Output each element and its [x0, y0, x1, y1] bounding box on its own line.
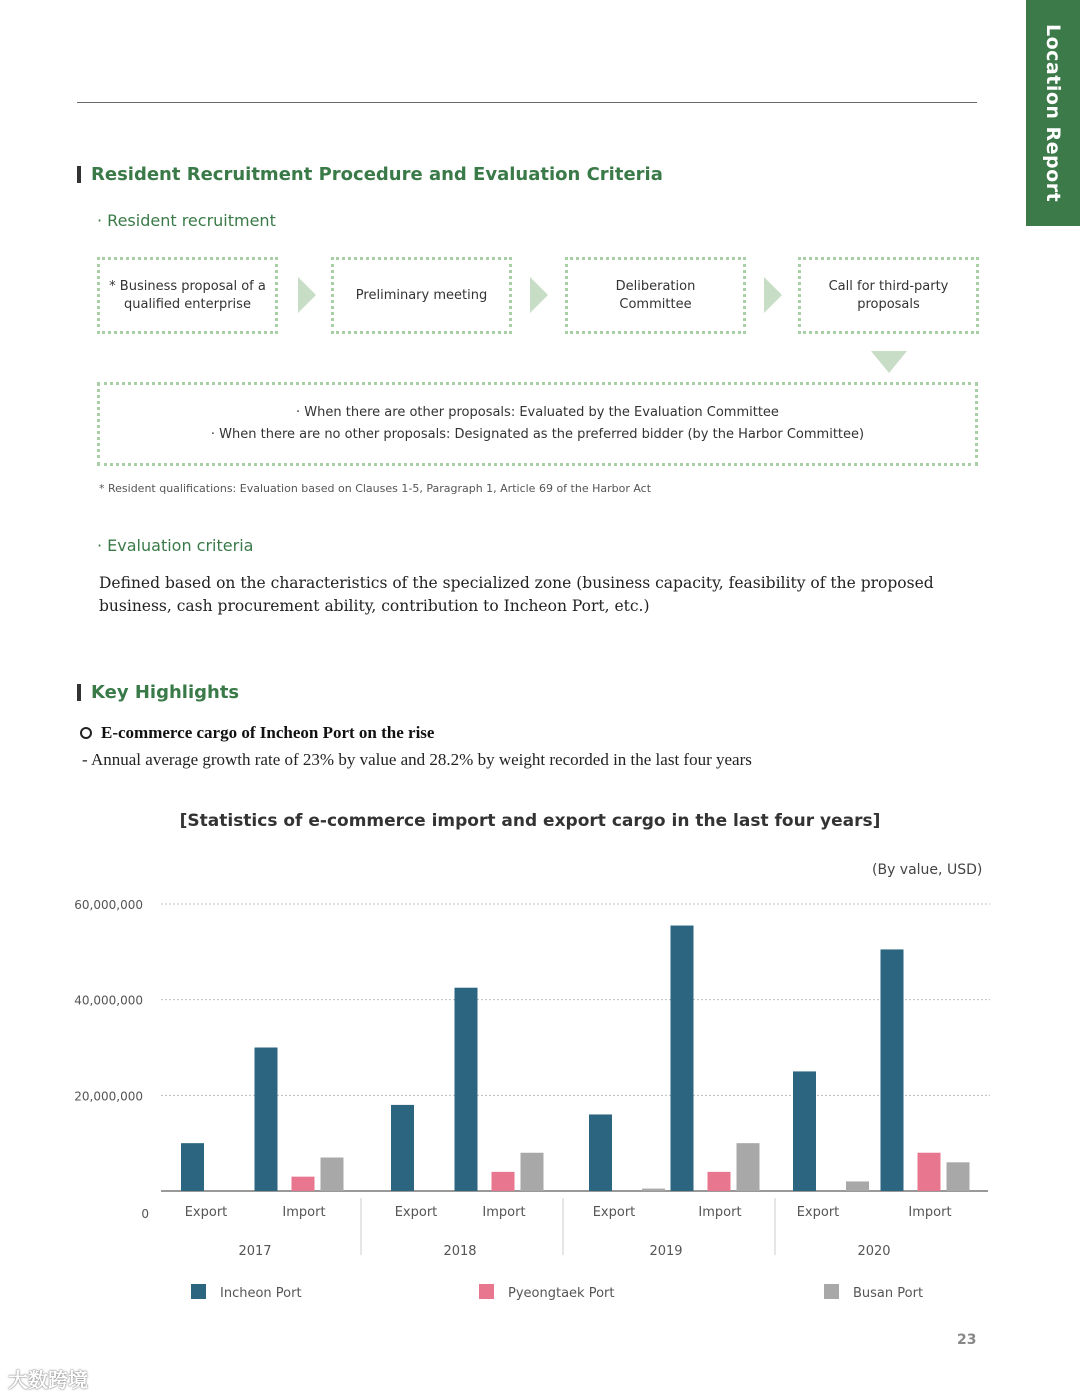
step-box-1 [97, 257, 278, 334]
bar-busan-port [737, 1143, 760, 1191]
step-box-4 [798, 257, 979, 334]
bar-chart [0, 880, 1020, 1320]
bar-pyeongtaek-port [492, 1172, 515, 1191]
bar-busan-port [947, 1162, 970, 1191]
page-number: 23 [957, 1332, 977, 1348]
x-category-label: Export [184, 1205, 228, 1220]
bar-incheon-port [391, 1105, 414, 1191]
y-tick-label: 20,000,000 [74, 1089, 143, 1104]
x-year-label: 2019 [649, 1244, 683, 1259]
bar-busan-port [642, 1189, 665, 1191]
y-tick-label: 40,000,000 [74, 993, 143, 1008]
x-category-label: Export [394, 1205, 438, 1220]
bar-incheon-port [793, 1071, 816, 1191]
bar-pyeongtaek-port [918, 1153, 941, 1191]
highlight-subline: - Annual average growth rate of 23% by value and 28.2% by weight recorded in the last four years [82, 750, 752, 769]
bar-pyeongtaek-port [708, 1172, 731, 1191]
outcome-line-1: · When there are other proposals: Evaluated by the Evaluation Committee [296, 405, 779, 420]
bar-incheon-port [455, 988, 478, 1191]
x-year-label: 2020 [857, 1244, 891, 1259]
bar-incheon-port [181, 1143, 204, 1191]
bar-busan-port [846, 1181, 869, 1191]
outcome-box [97, 382, 978, 466]
y-tick-label: 60,000,000 [74, 898, 143, 912]
step-2-line-1: Preliminary meeting [355, 287, 488, 303]
bar-incheon-port [671, 926, 694, 1191]
bullet-circle-icon [80, 727, 92, 739]
highlight-headline-text: E-commerce cargo of Incheon Port on the rise [101, 723, 435, 742]
step-4-line-1: Call for third-party [828, 278, 949, 294]
bar-incheon-port [881, 949, 904, 1191]
sub-title-criteria: · Evaluation criteria [97, 536, 254, 555]
step-3-line-1: Deliberation [615, 278, 696, 294]
legend-swatch [824, 1284, 839, 1299]
arrow-down-icon [871, 351, 907, 373]
sub-title-recruitment: · Resident recruitment [97, 211, 276, 230]
step-1-line-1: * Business proposal of a [109, 278, 266, 294]
step-3-line-2: Committee [619, 296, 692, 312]
title-bar-icon [77, 166, 81, 183]
x-category-label: Import [282, 1205, 326, 1220]
bar-incheon-port [255, 1048, 278, 1192]
legend-label: Pyeongtaek Port [508, 1286, 615, 1301]
x-category-label: Import [698, 1205, 742, 1220]
x-category-label: Export [796, 1205, 840, 1220]
bar-pyeongtaek-port [292, 1177, 315, 1191]
x-year-label: 2018 [443, 1244, 477, 1259]
x-category-label: Import [908, 1205, 952, 1220]
step-1-line-2: qualified enterprise [124, 296, 251, 312]
title-bar-icon [77, 684, 81, 701]
criteria-text: Defined based on the characteristics of the specialized zone (business capacity, feasibility of the proposed business, cash procurement ability, contribution to Incheon Port, etc.) [99, 574, 934, 615]
top-divider [77, 102, 977, 103]
section-title-recruitment [77, 164, 663, 185]
watermark: 大数跨境 [8, 1368, 88, 1392]
bar-busan-port [321, 1158, 344, 1191]
x-category-label: Export [592, 1205, 636, 1220]
y-tick-label: 0 [141, 1207, 149, 1221]
x-category-label: Import [482, 1205, 526, 1220]
bar-busan-port [521, 1153, 544, 1191]
side-tab [1026, 0, 1080, 226]
step-box-2 [331, 257, 512, 334]
arrow-right-icon [764, 277, 782, 313]
highlight-headline [80, 723, 434, 743]
section-title-text: Key Highlights [91, 682, 240, 703]
section-title-text: Resident Recruitment Procedure and Evaluation Criteria [91, 164, 663, 185]
chart-unit: (By value, USD) [872, 862, 983, 878]
x-year-label: 2017 [238, 1244, 272, 1259]
section-title-highlights [77, 682, 239, 703]
bar-incheon-port [589, 1114, 612, 1191]
step-4-line-2: proposals [857, 296, 920, 312]
arrow-right-icon [530, 277, 548, 313]
arrow-right-icon [298, 277, 316, 313]
step-box-3 [565, 257, 746, 334]
legend-label: Busan Port [853, 1286, 924, 1301]
qualification-note: * Resident qualifications: Evaluation based on Clauses 1-5, Paragraph 1, Article 69 of the Harbor Act [99, 482, 652, 495]
legend-swatch [191, 1284, 206, 1299]
legend-swatch [479, 1284, 494, 1299]
legend-label: Incheon Port [220, 1286, 302, 1301]
side-tab-label: Location Report [1042, 23, 1064, 203]
chart-title: [Statistics of e-commerce import and export cargo in the last four years] [179, 811, 881, 831]
outcome-line-2: · When there are no other proposals: Designated as the preferred bidder (by the Harbor Committee) [210, 427, 865, 442]
